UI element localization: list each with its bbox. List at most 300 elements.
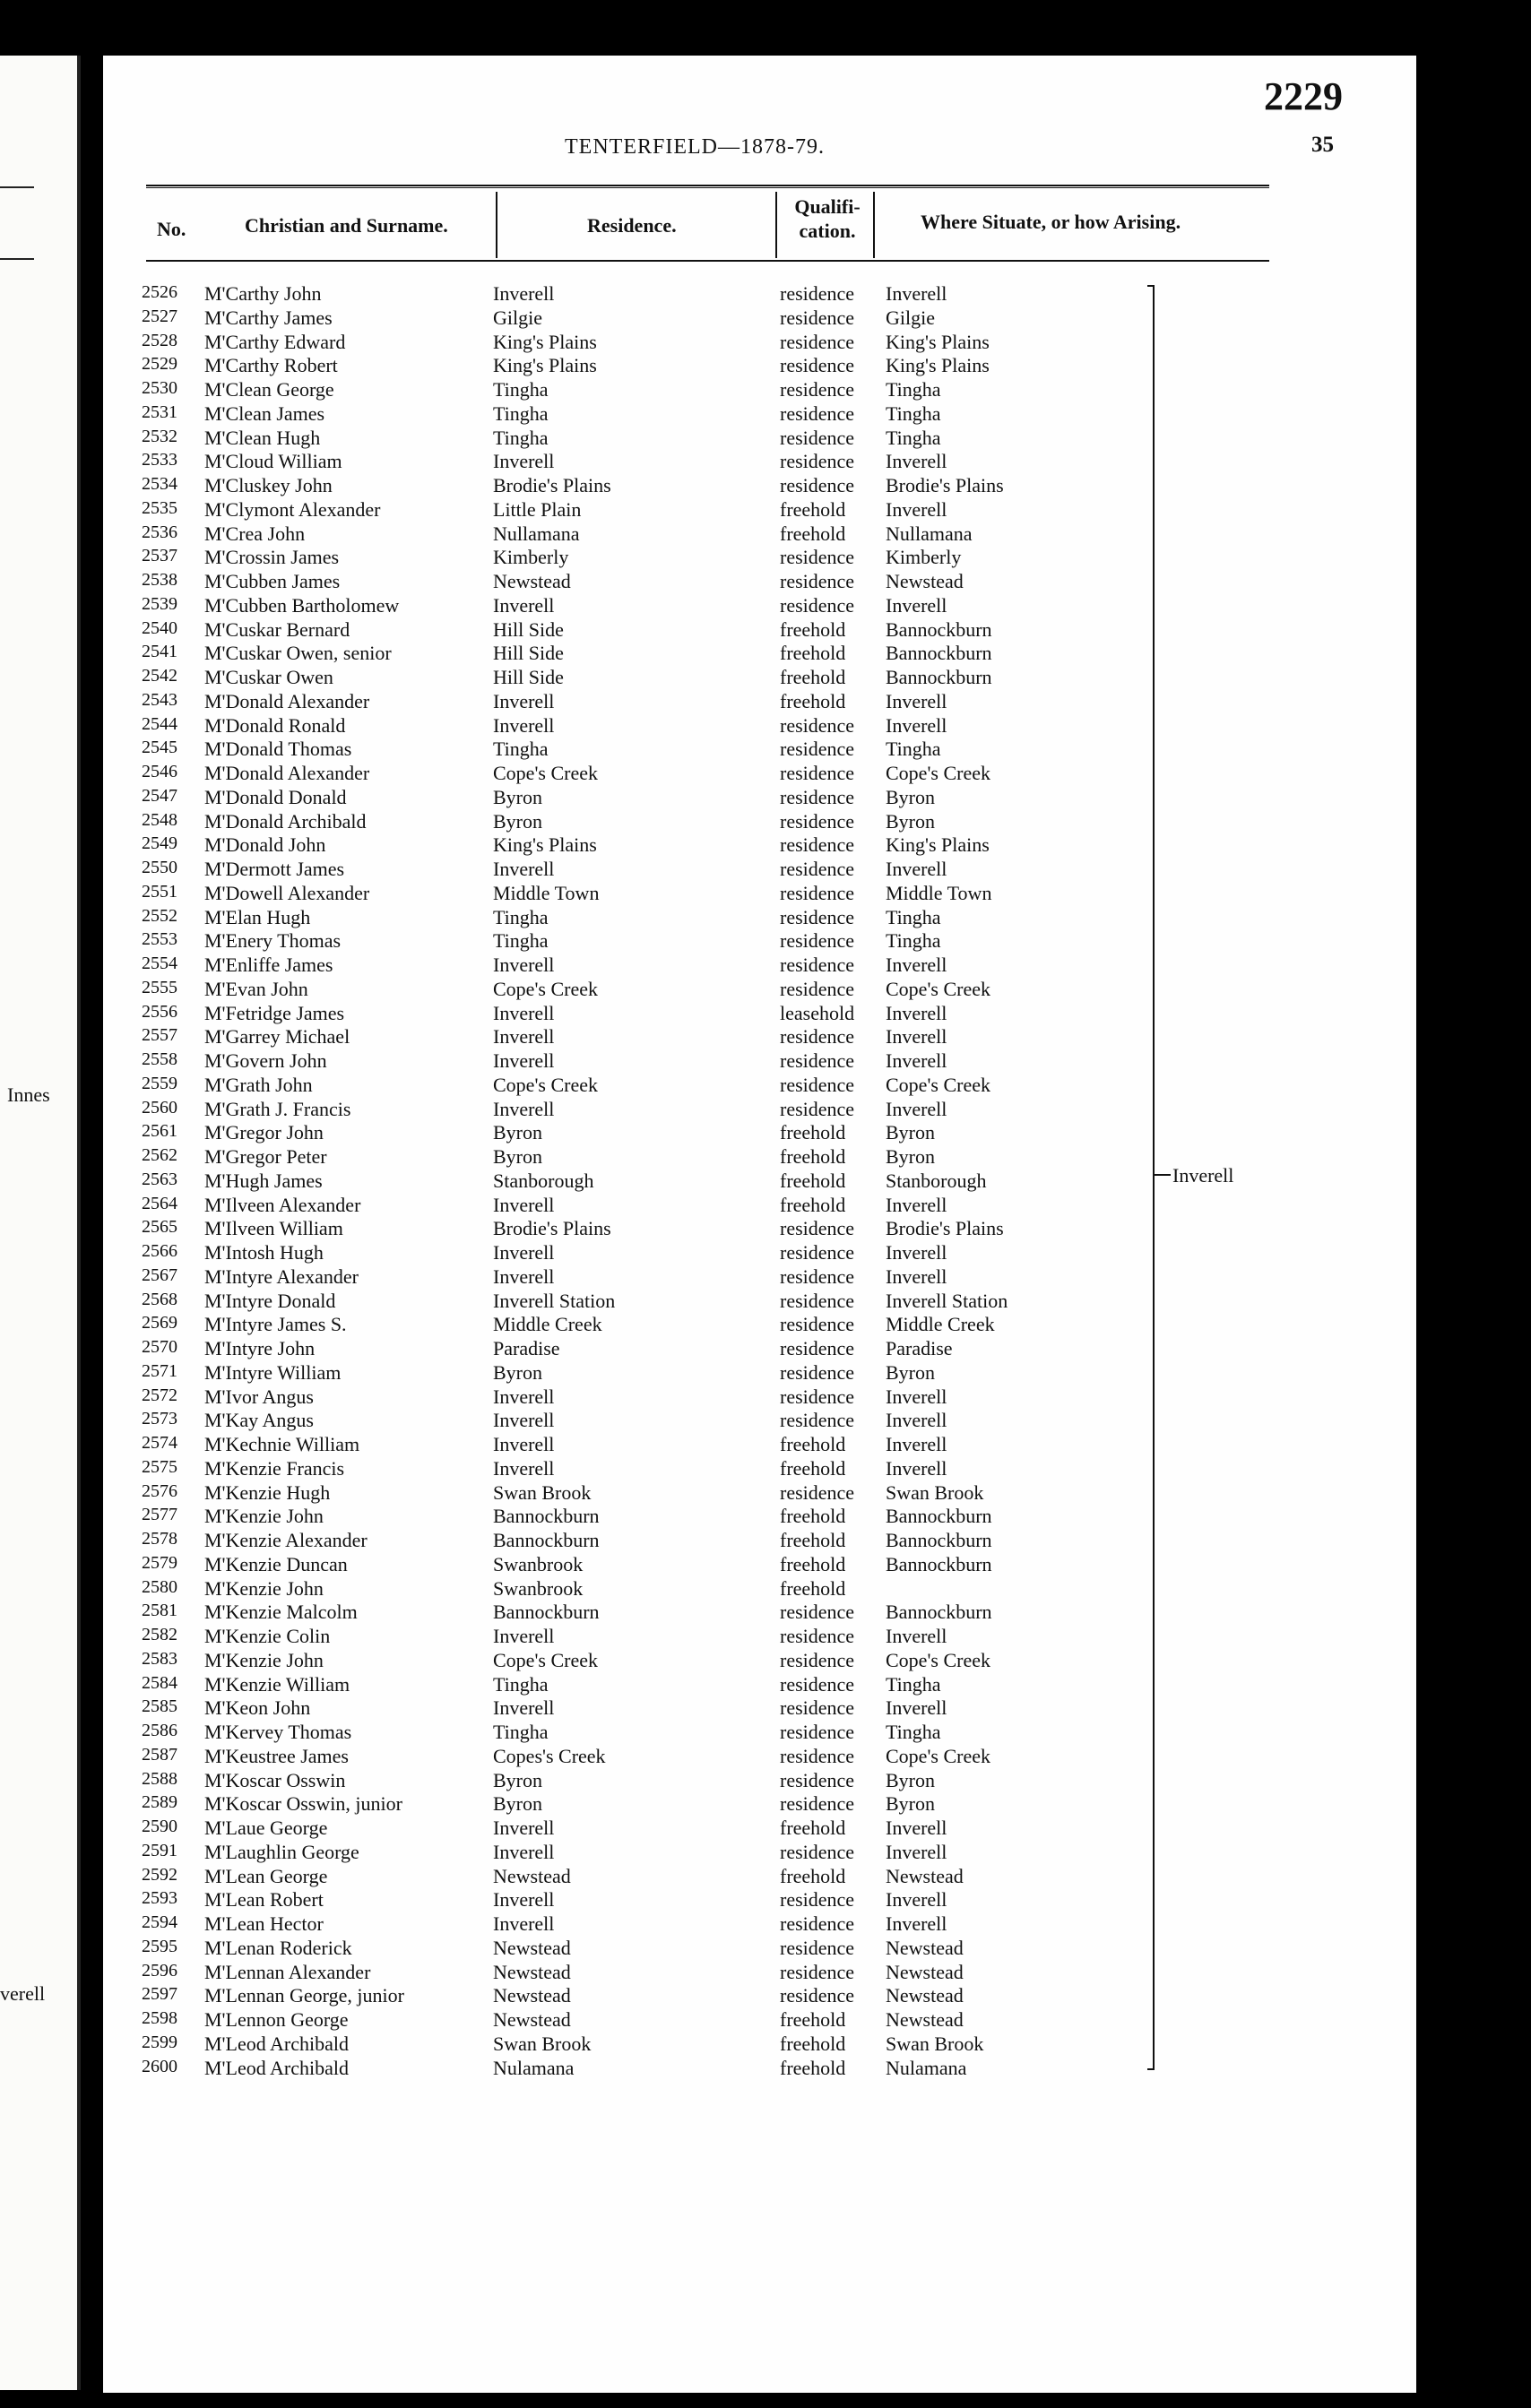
entry-number: 2566 [142,1241,177,1261]
elector-name: M'Kenzie Duncan [204,1553,348,1575]
where-situate-cell: Cope's Creek [886,762,990,784]
residence-cell: Inverell [493,858,555,880]
elector-name: M'Carthy John [204,282,322,305]
entry-number: 2584 [142,1673,177,1693]
qualification-cell: residence [780,594,855,617]
entry-number: 2583 [142,1649,177,1669]
where-situate-cell: Bannockburn [886,1601,992,1623]
residence-cell: King's Plains [493,833,597,856]
elector-name: M'Lennon George [204,2008,349,2031]
column-header-residence: Residence. [587,214,677,237]
elector-name: M'Kechnie William [204,1433,360,1455]
where-situate-cell: Byron [886,1145,935,1168]
residence-cell: Brodie's Plains [493,1217,611,1239]
entry-number: 2555 [142,978,177,997]
elector-name: M'Laughlin George [204,1841,359,1863]
entry-number: 2539 [142,594,177,614]
elector-name: M'Enery Thomas [204,929,342,952]
elector-name: M'Cuskar Owen, senior [204,642,392,664]
elector-name: M'Kenzie Francis [204,1457,345,1480]
entry-number: 2596 [142,1961,177,1981]
where-situate-cell: Inverell [886,1696,947,1719]
residence-cell: Inverell Station [493,1290,616,1312]
elector-name: M'Intyre Alexander [204,1265,359,1288]
qualification-cell: freehold [780,690,846,712]
entry-number: 2549 [142,833,177,853]
qualification-cell: residence [780,1937,855,1959]
elector-name: M'Ilveen William [204,1217,343,1239]
qualification-cell: residence [780,906,855,928]
column-header-qualification-line: cation. [799,220,856,242]
entry-number: 2589 [142,1792,177,1812]
qualification-cell: residence [780,1385,855,1408]
residence-cell: Cope's Creek [493,978,598,1000]
entry-number: 2528 [142,331,177,350]
elector-name: M'Kervey Thomas [204,1721,352,1743]
where-situate-cell: King's Plains [886,354,990,376]
qualification-cell: freehold [780,498,846,521]
qualification-cell: residence [780,354,855,376]
where-situate-cell: Tingha [886,402,941,425]
where-situate-cell: Inverell [886,858,947,880]
elector-name: M'Carthy Edward [204,331,346,353]
entry-number: 2527 [142,306,177,326]
facing-page-text: Innes [7,1083,50,1106]
entry-number: 2572 [142,1385,177,1405]
qualification-cell: freehold [780,1433,846,1455]
entry-number: 2534 [142,474,177,494]
elector-name: M'Elan Hugh [204,906,311,928]
entry-number: 2598 [142,2008,177,2028]
elector-name: M'Kenzie John [204,1505,324,1527]
residence-cell: Newstead [493,1865,571,1887]
qualification-cell: freehold [780,666,846,688]
where-situate-cell: Tingha [886,929,941,952]
residence-cell: Inverell [493,1817,555,1839]
elector-name: M'Gregor John [204,1121,324,1144]
elector-name: M'Intyre John [204,1337,316,1359]
where-situate-cell: Cope's Creek [886,1649,990,1671]
entry-number: 2593 [142,1888,177,1908]
residence-cell: Byron [493,1792,542,1815]
elector-name: M'Intyre James S. [204,1313,347,1335]
column-header-where: Where Situate, or how Arising. [921,211,1181,233]
elector-name: M'Kenzie John [204,1649,324,1671]
residence-cell: Nullamana [493,522,580,545]
brace-line [1153,285,1155,2068]
qualification-cell: freehold [780,522,846,545]
residence-cell: Middle Town [493,882,600,904]
residence-cell: Tingha [493,738,549,760]
qualification-cell: freehold [780,2033,846,2055]
column-header-name: Christian and Surname. [245,214,448,237]
elector-name: M'Donald Alexander [204,762,370,784]
where-situate-cell: Middle Creek [886,1313,995,1335]
where-situate-cell: Bannockburn [886,618,992,641]
where-situate-cell: Newstead [886,1984,964,2007]
residence-cell: Tingha [493,427,549,449]
qualification-cell: residence [780,1673,855,1696]
where-situate-cell: Bannockburn [886,1553,992,1575]
entry-number: 2567 [142,1265,177,1285]
where-situate-cell: Inverell [886,1385,947,1408]
where-situate-cell: Inverell [886,690,947,712]
qualification-cell: freehold [780,1121,846,1144]
table-top-rule [146,187,1269,188]
where-situate-cell: Middle Town [886,882,992,904]
residence-cell: Kimberly [493,546,569,568]
entry-number: 2594 [142,1912,177,1932]
qualification-cell: residence [780,1769,855,1791]
qualification-cell: residence [780,786,855,808]
elector-name: M'Hugh James [204,1169,323,1192]
residence-cell: Inverell [493,1888,555,1911]
qualification-cell: residence [780,570,855,592]
entry-number: 2538 [142,570,177,590]
residence-cell: Byron [493,1361,542,1384]
where-situate-cell: Inverell [886,1817,947,1839]
elector-name: M'Cuskar Bernard [204,618,350,641]
entry-number: 2543 [142,690,177,710]
entry-number: 2545 [142,738,177,757]
entry-number: 2547 [142,786,177,806]
page-number: 35 [1311,133,1334,157]
residence-cell: Inverell [493,1409,555,1431]
elector-name: M'Cubben Bartholomew [204,594,400,617]
elector-name: M'Kenzie John [204,1577,324,1600]
entry-number: 2570 [142,1337,177,1357]
qualification-cell: residence [780,546,855,568]
elector-name: M'Koscar Osswin [204,1769,346,1791]
qualification-cell: residence [780,1265,855,1288]
qualification-cell: residence [780,1409,855,1431]
qualification-cell: residence [780,474,855,496]
residence-cell: Inverell [493,690,555,712]
qualification-cell: residence [780,1337,855,1359]
entry-number: 2575 [142,1457,177,1477]
elector-name: M'Ivor Angus [204,1385,314,1408]
brace-label: Inverell [1172,1164,1234,1187]
residence-cell: Inverell [493,1025,555,1048]
qualification-cell: freehold [780,1169,846,1192]
elector-name: M'Clean Hugh [204,427,321,449]
where-situate-cell: Tingha [886,1721,941,1743]
residence-cell: Cope's Creek [493,1649,598,1671]
entry-number: 2561 [142,1121,177,1141]
residence-cell: Newstead [493,570,571,592]
where-situate-cell: Inverell [886,1433,947,1455]
qualification-cell: residence [780,738,855,760]
residence-cell: Byron [493,786,542,808]
qualification-cell: residence [780,810,855,833]
qualification-cell: freehold [780,1577,846,1600]
residence-cell: Newstead [493,1937,571,1959]
residence-cell: Byron [493,810,542,833]
elector-name: M'Intyre Donald [204,1290,336,1312]
entry-number: 2535 [142,498,177,518]
residence-cell: Swan Brook [493,2033,592,2055]
elector-name: M'Lean Robert [204,1888,324,1911]
elector-name: M'Kenzie Colin [204,1625,331,1647]
residence-cell: Inverell [493,1265,555,1288]
where-situate-cell: Tingha [886,1673,941,1696]
qualification-cell: residence [780,1888,855,1911]
brace-point [1155,1174,1171,1176]
entry-number: 2551 [142,882,177,902]
entry-number: 2590 [142,1817,177,1836]
where-situate-cell: Brodie's Plains [886,1217,1004,1239]
entry-number: 2577 [142,1505,177,1524]
where-situate-cell: Tingha [886,427,941,449]
elector-name: M'Leod Archibald [204,2033,349,2055]
elector-name: M'Dermott James [204,858,345,880]
entry-number: 2581 [142,1601,177,1620]
residence-cell: Byron [493,1769,542,1791]
elector-name: M'Ilveen Alexander [204,1194,361,1216]
entry-number: 2537 [142,546,177,565]
residence-cell: Inverell [493,450,555,472]
qualification-cell: residence [780,1313,855,1335]
qualification-cell: residence [780,306,855,329]
entry-number: 2573 [142,1409,177,1428]
where-situate-cell: Inverell [886,1888,947,1911]
elector-name: M'Donald Thomas [204,738,352,760]
residence-cell: Hill Side [493,618,564,641]
where-situate-cell: Inverell [886,1265,947,1288]
elector-name: M'Kenzie Hugh [204,1481,331,1504]
elector-name: M'Donald Alexander [204,690,370,712]
elector-name: M'Laue George [204,1817,328,1839]
where-situate-cell: Byron [886,1361,935,1384]
residence-cell: Tingha [493,378,549,401]
qualification-cell: freehold [780,618,846,641]
elector-name: M'Lenan Roderick [204,1937,352,1959]
residence-cell: Inverell [493,1912,555,1935]
residence-cell: Newstead [493,2008,571,2031]
register-number: 2229 [1264,74,1343,118]
residence-cell: Byron [493,1121,542,1144]
where-situate-cell: Byron [886,810,935,833]
elector-name: M'Carthy Robert [204,354,338,376]
qualification-cell: residence [780,929,855,952]
where-situate-cell: Gilgie [886,306,935,329]
qualification-cell: residence [780,1074,855,1096]
residence-cell: Tingha [493,402,549,425]
entry-number: 2579 [142,1553,177,1573]
qualification-cell: residence [780,954,855,976]
residence-cell: Bannockburn [493,1529,600,1551]
entry-number: 2529 [142,354,177,374]
qualification-cell: residence [780,978,855,1000]
where-situate-cell: Bannockburn [886,666,992,688]
gutter-shadow [77,56,81,2390]
qualification-cell: residence [780,1290,855,1312]
qualification-cell: residence [780,833,855,856]
entry-number: 2569 [142,1313,177,1333]
column-divider [775,192,777,258]
qualification-cell: residence [780,1912,855,1935]
elector-name: M'Clymont Alexander [204,498,381,521]
qualification-cell: residence [780,1984,855,2007]
residence-cell: Bannockburn [493,1505,600,1527]
entry-number: 2562 [142,1145,177,1165]
entry-number: 2576 [142,1481,177,1501]
elector-name: M'Clean George [204,378,334,401]
where-situate-cell: Inverell [886,1409,947,1431]
where-situate-cell: Bannockburn [886,642,992,664]
where-situate-cell: Inverell [886,1241,947,1264]
elector-name: M'Cubben James [204,570,341,592]
qualification-cell: residence [780,1241,855,1264]
elector-name: M'Leod Archibald [204,2057,349,2079]
residence-cell: Inverell [493,1002,555,1024]
where-situate-cell: Inverell [886,594,947,617]
residence-cell: Paradise [493,1337,560,1359]
qualification-cell: freehold [780,1145,846,1168]
residence-cell: Swanbrook [493,1553,584,1575]
qualification-cell: freehold [780,1553,846,1575]
column-header-no: No. [157,218,186,240]
residence-cell: Stanborough [493,1169,594,1192]
table-top-rule [146,185,1269,186]
residence-cell: Newstead [493,1961,571,1983]
qualification-cell: residence [780,450,855,472]
facing-page-rule [0,258,34,260]
entry-number: 2558 [142,1049,177,1069]
where-situate-cell: Brodie's Plains [886,474,1004,496]
residence-cell: Hill Side [493,642,564,664]
entry-number: 2544 [142,714,177,734]
elector-name: M'Lean Hector [204,1912,324,1935]
where-situate-cell: Byron [886,1792,935,1815]
residence-cell: King's Plains [493,354,597,376]
qualification-cell: freehold [780,2057,846,2079]
qualification-cell: residence [780,1049,855,1072]
entry-number: 2552 [142,906,177,926]
where-situate-cell: Stanborough [886,1169,987,1192]
where-situate-cell: Tingha [886,378,941,401]
qualification-cell: freehold [780,1505,846,1527]
entry-number: 2540 [142,618,177,638]
register-page [103,56,1416,2393]
where-situate-cell: Inverell [886,954,947,976]
residence-cell: Copes's Creek [493,1745,606,1767]
qualification-cell: residence [780,882,855,904]
where-situate-cell: Paradise [886,1337,953,1359]
where-situate-cell: Inverell [886,1457,947,1480]
where-situate-cell: Inverell [886,498,947,521]
elector-name: M'Fetridge James [204,1002,345,1024]
where-situate-cell: Nullamana [886,522,973,545]
where-situate-cell: Newstead [886,570,964,592]
qualification-cell: residence [780,1361,855,1384]
elector-name: M'Kenzie Alexander [204,1529,368,1551]
residence-cell: Bannockburn [493,1601,600,1623]
where-situate-cell: Swan Brook [886,2033,984,2055]
entry-number: 2597 [142,1984,177,2004]
elector-name: M'Keustree James [204,1745,349,1767]
residence-cell: Tingha [493,906,549,928]
elector-name: M'Cluskey John [204,474,333,496]
entry-number: 2557 [142,1025,177,1045]
elector-name: M'Clean James [204,402,325,425]
qualification-cell: residence [780,1098,855,1120]
where-situate-cell: Inverell [886,1002,947,1024]
residence-cell: Newstead [493,1984,571,2007]
qualification-cell: residence [780,331,855,353]
qualification-cell: freehold [780,1457,846,1480]
elector-name: M'Donald Donald [204,786,347,808]
entry-number: 2542 [142,666,177,686]
entry-number: 2586 [142,1721,177,1740]
residence-cell: Hill Side [493,666,564,688]
entry-number: 2564 [142,1194,177,1213]
residence-cell: Inverell [493,1098,555,1120]
qualification-cell: freehold [780,1529,846,1551]
elector-name: M'Cloud William [204,450,342,472]
elector-name: M'Grath J. Francis [204,1098,351,1120]
entry-number: 2550 [142,858,177,877]
entry-number: 2568 [142,1290,177,1309]
entry-number: 2536 [142,522,177,542]
entry-number: 2592 [142,1865,177,1885]
qualification-cell: residence [780,1217,855,1239]
qualification-cell: freehold [780,1194,846,1216]
elector-name: M'Lennan George, junior [204,1984,404,2007]
residence-cell: Brodie's Plains [493,474,611,496]
qualification-cell: residence [780,1721,855,1743]
header-bottom-rule [146,260,1269,262]
residence-cell: Little Plain [493,498,582,521]
entry-number: 2580 [142,1577,177,1597]
residence-cell: Cope's Creek [493,762,598,784]
residence-cell: Inverell [493,1194,555,1216]
elector-name: M'Kenzie William [204,1673,350,1696]
elector-name: M'Dowell Alexander [204,882,370,904]
elector-name: M'Donald Archibald [204,810,367,833]
residence-cell: Tingha [493,1673,549,1696]
entry-number: 2599 [142,2033,177,2052]
entry-number: 2559 [142,1074,177,1093]
residence-cell: Inverell [493,282,555,305]
entry-number: 2574 [142,1433,177,1453]
where-situate-cell: Cope's Creek [886,978,990,1000]
elector-name: M'Cuskar Owen [204,666,333,688]
where-situate-cell: Byron [886,1769,935,1791]
where-situate-cell: Tingha [886,906,941,928]
qualification-cell: residence [780,282,855,305]
qualification-cell: residence [780,1649,855,1671]
where-situate-cell: Cope's Creek [886,1745,990,1767]
column-divider [496,192,497,258]
where-situate-cell: Inverell [886,1194,947,1216]
where-situate-cell: King's Plains [886,833,990,856]
where-situate-cell: Newstead [886,1937,964,1959]
qualification-cell: leasehold [780,1002,855,1024]
residence-cell: Tingha [493,1721,549,1743]
elector-name: M'Lennan Alexander [204,1961,371,1983]
residence-cell: Inverell [493,1241,555,1264]
where-situate-cell: Newstead [886,1961,964,1983]
qualification-cell: residence [780,1745,855,1767]
elector-name: M'Crea John [204,522,306,545]
entry-number: 2553 [142,929,177,949]
where-situate-cell: Swan Brook [886,1481,984,1504]
entry-number: 2526 [142,282,177,302]
qualification-cell: residence [780,858,855,880]
where-situate-cell: Inverell Station [886,1290,1008,1312]
elector-name: M'Grath John [204,1074,313,1096]
